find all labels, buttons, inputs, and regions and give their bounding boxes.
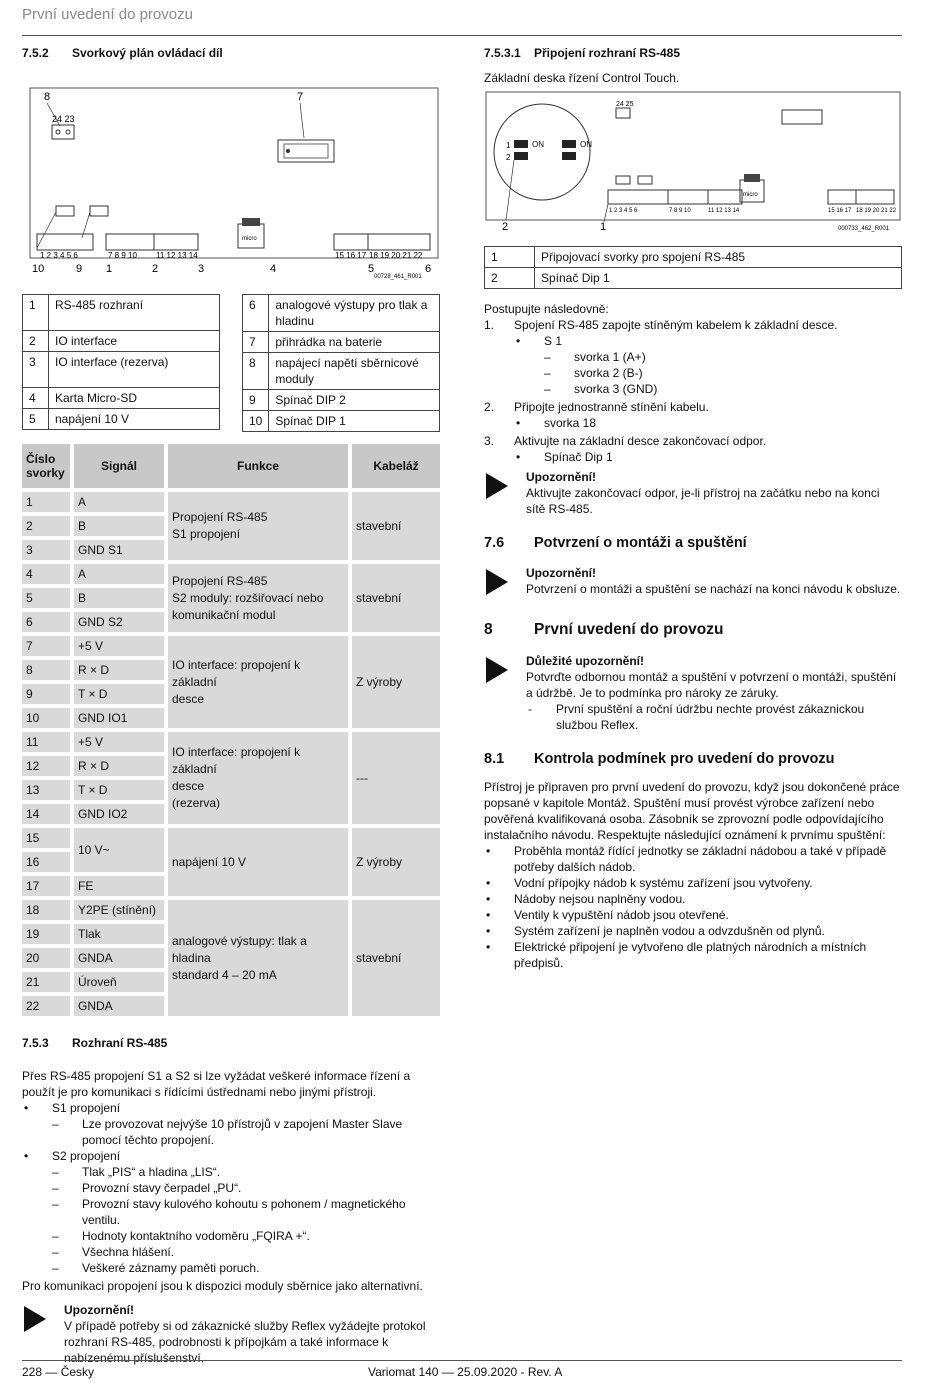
commissioning-intro: Přístroj je připraven pro první uvedení do provozu, když jsou dokončené práce popsané v kapitole Montáž. Spuštění musí provést výrobce zařízení nebo pověřená kvalifikovaná osoba. Zásobník se zprovozní podle odpovídajícího instalačního návodu. Respektujte následující oznámení k prvnímu spuštění:	[484, 780, 900, 842]
list-item: – Veškeré záznamy paměti poruch.	[22, 1260, 440, 1276]
pins-d: 15 16 17	[335, 251, 367, 260]
notice-rs485	[22, 1302, 440, 1366]
col-signal: Signál	[74, 444, 164, 488]
step-2: 2. Připojte jednostranně stínění kabelu.	[484, 400, 709, 414]
notice-text: V případě potřeby si od zákaznické služby Reflex vyžádejte protokol rozhraní RS-485, podrobnosti k přípojkám a také informace k nabízenému příslušenství.	[64, 1319, 426, 1365]
callout-9: 9	[76, 263, 83, 275]
list-item: • Proběhla montáž řídící jednotky se základní nádobou a také v případě potřeby dalších nádob.	[484, 843, 902, 875]
notice-termination	[484, 469, 902, 517]
pins-top: 24 23	[52, 114, 75, 124]
running-title: První uvedení do provozu	[22, 6, 193, 23]
notice-arrow-icon	[484, 471, 510, 501]
list-item: – svorka 3 (GND)	[484, 381, 902, 397]
section-7-5-2-heading	[22, 46, 440, 60]
row	[485, 247, 902, 268]
row	[23, 352, 220, 388]
table-cell: ---	[352, 732, 440, 824]
list-item: • Nádoby nejsou naplněny vodou.	[484, 891, 902, 907]
table-cell: 10	[243, 411, 269, 432]
callout-8: 8	[44, 91, 51, 103]
table-row	[22, 828, 440, 848]
table-cell: A	[74, 492, 164, 512]
row	[243, 353, 440, 390]
commissioning-conditions	[484, 843, 902, 971]
row	[23, 331, 220, 352]
table-cell: 13	[22, 780, 70, 800]
table-cell: 2	[485, 268, 535, 289]
row	[23, 388, 220, 409]
callout-3: 3	[198, 263, 205, 275]
procedure-steps	[484, 317, 902, 465]
list-item: • S2 propojení	[22, 1148, 440, 1164]
list-item: • svorka 18	[484, 415, 902, 431]
table-cell: GNDA	[74, 996, 164, 1016]
table-cell: +5 V	[74, 732, 164, 752]
table-cell: 2	[22, 516, 70, 536]
list-item: • Vodní přípojky nádob k systému zařízení jsou vytvořeny.	[484, 875, 902, 891]
table-cell: IO interface: propojení k základní desce	[168, 636, 348, 728]
pins-e: 18 19 20 21 22	[369, 251, 423, 260]
pins-b: 7 8 9 10	[108, 251, 137, 260]
diagram-ref: 000733_462_R001	[838, 226, 890, 232]
pins-b: 7 8 9 10	[669, 208, 691, 214]
table-cell: T × D	[74, 684, 164, 704]
control-touch-board-diagram	[484, 90, 902, 232]
col-function: Funkce	[168, 444, 348, 488]
legend-right-table	[242, 294, 440, 432]
table-cell: 1	[485, 247, 535, 268]
notice-arrow-icon	[484, 567, 510, 597]
section-7-5-3-heading	[22, 1036, 440, 1050]
table-cell: 5	[22, 588, 70, 608]
rs485-legend	[484, 246, 902, 289]
table-cell: napájení 10 V	[49, 409, 220, 430]
pins-top: 24 25	[616, 101, 634, 108]
section-number: 8.1	[484, 751, 505, 767]
pins-a: 1 2 3 4 5 6	[609, 208, 638, 214]
micro-sd-label: micro	[242, 236, 257, 242]
signal-table	[18, 440, 444, 1020]
table-cell: Propojení RS-485 S2 moduly: rozšiřovací nebo komunikační modul	[168, 564, 348, 632]
list-item: – Provozní stavy čerpadel „PU“.	[22, 1180, 440, 1196]
pins-a: 1 2 3 4 5 6	[40, 251, 78, 260]
pins-c: 11 12 13 14	[708, 208, 740, 214]
table-cell: 22	[22, 996, 70, 1016]
table-cell: IO interface	[49, 331, 220, 352]
notice-title: Důležité upozornění!	[526, 654, 644, 668]
callout-2: 2	[502, 221, 509, 233]
table-cell: B	[74, 588, 164, 608]
row	[22, 444, 440, 488]
table-cell: R × D	[74, 756, 164, 776]
table-cell: 14	[22, 804, 70, 824]
table-cell: 6	[22, 612, 70, 632]
notice-text: Potvrďte odbornou montáž a spuštění v potvrzení o montáži, spuštění a údržbě. Je to podmínka pro nároky ze záruky.	[526, 670, 897, 700]
table-cell: 8	[22, 660, 70, 680]
table-cell: analogové výstupy pro tlak a hladinu	[269, 295, 440, 332]
table-cell: stavební	[352, 900, 440, 1016]
table-row	[22, 492, 440, 512]
table-cell: 3	[23, 352, 49, 388]
table-cell: Propojení RS-485 S1 propojení	[168, 492, 348, 560]
terminal-plan-diagram	[22, 78, 440, 280]
callout-7: 7	[297, 91, 304, 103]
table-cell: 1	[22, 492, 70, 512]
step-1: 1. Spojení RS-485 zapojte stíněným kabelem k základní desce.	[484, 318, 838, 332]
table-cell: 10	[22, 708, 70, 728]
table-cell: Z výroby	[352, 636, 440, 728]
section-8-1-heading	[484, 751, 902, 767]
table-cell: B	[74, 516, 164, 536]
table-cell: 20	[22, 948, 70, 968]
table-cell: Připojovací svorky pro spojení RS-485	[535, 247, 902, 268]
rs485-outro: Pro komunikaci propojení jsou k dispozici moduly sběrnice jako alternativní.	[22, 1279, 423, 1293]
on-label-2: ON	[580, 140, 592, 149]
table-cell: IO interface (rezerva)	[49, 352, 220, 388]
table-cell: Tlak	[74, 924, 164, 944]
table-row	[22, 900, 440, 920]
row	[23, 295, 220, 331]
section-title: Potvrzení o montáži a spuštění	[534, 535, 747, 551]
table-cell: 12	[22, 756, 70, 776]
table-cell: 9	[22, 684, 70, 704]
table-cell: R × D	[74, 660, 164, 680]
procedure-intro: Postupujte následovně:	[484, 302, 609, 316]
section-7-5-3-1-heading	[484, 46, 902, 60]
table-cell: Z výroby	[352, 828, 440, 896]
section-number: 8	[484, 621, 493, 638]
table-cell: Spínač DIP 1	[269, 411, 440, 432]
notice-important	[484, 653, 902, 733]
table-cell: T × D	[74, 780, 164, 800]
table-cell: GNDA	[74, 948, 164, 968]
table-cell: IO interface: propojení k základní desce (rezerva)	[168, 732, 348, 824]
table-cell: napájení 10 V	[168, 828, 348, 896]
callout-4: 4	[270, 263, 277, 275]
row	[243, 295, 440, 332]
table-cell: 7	[22, 636, 70, 656]
notice-text: Potvrzení o montáži a spuštění se nachází na konci návodu k obsluze.	[526, 582, 901, 596]
legend-left-table	[22, 294, 220, 430]
table-cell: Spínač DIP 2	[269, 390, 440, 411]
table-cell: napájecí napětí sběrnicové moduly	[269, 353, 440, 390]
table-cell: FE	[74, 876, 164, 896]
table-cell: 18	[22, 900, 70, 920]
table-cell: 4	[23, 388, 49, 409]
list-item: – Všechna hlášení.	[22, 1244, 440, 1260]
table-cell: 7	[243, 332, 269, 353]
table-cell: 9	[243, 390, 269, 411]
notice-arrow-icon	[484, 655, 510, 685]
table-cell: Karta Micro-SD	[49, 388, 220, 409]
notice-arrow-icon	[22, 1304, 48, 1334]
table-cell: RS-485 rozhraní	[49, 295, 220, 331]
section-subtitle: Základní deska řízení Control Touch.	[484, 71, 680, 85]
rs485-intro: Přes RS-485 propojení S1 a S2 si lze vyžádat veškeré informace řízení a použít je pro komunikaci s řídícími ústřednami nebo jinými přístroji.	[22, 1069, 411, 1099]
callout-10: 10	[32, 263, 45, 275]
table-cell: Spínač Dip 1	[535, 268, 902, 289]
list-item: – Provozní stavy kulového kohoutu s pohonem / magnetického ventilu.	[22, 1196, 440, 1228]
list-item: • Spínač Dip 1	[484, 449, 902, 465]
table-row	[22, 636, 440, 656]
list-item: • S1 propojení	[22, 1100, 440, 1116]
callout-2: 2	[152, 263, 159, 275]
notice-dash-item: - První spuštění a roční údržbu nechte provést zákaznickou službou Reflex.	[526, 701, 902, 733]
diagram-ref: 00728_461_R001	[374, 274, 422, 280]
section-number: 7.5.3.1	[484, 46, 521, 60]
section-title: Svorkový plán ovládací díl	[72, 46, 223, 60]
notice-title: Upozornění!	[64, 1303, 134, 1317]
table-cell: 4	[22, 564, 70, 584]
table-cell: 1	[23, 295, 49, 331]
section-title: Připojení rozhraní RS-485	[534, 46, 681, 60]
list-item: – svorka 1 (A+)	[484, 349, 902, 365]
list-item: – svorka 2 (B-)	[484, 365, 902, 381]
row	[485, 268, 902, 289]
callout-6: 6	[425, 263, 432, 275]
row	[243, 332, 440, 353]
col-cabling: Kabeláž	[352, 444, 440, 488]
callout-5: 5	[368, 263, 375, 275]
list-item: – Lze provozovat nejvýše 10 přístrojů v zapojení Master Slave pomocí těchto propojení.	[22, 1116, 440, 1148]
pins-d: 15 16 17	[828, 208, 852, 214]
dip-1: 1	[506, 141, 511, 150]
list-item: • Elektrické připojení je vytvořeno dle platných národních a místních předpisů.	[484, 939, 902, 971]
dip-2: 2	[506, 153, 511, 162]
table-row	[22, 732, 440, 752]
section-8-heading	[484, 621, 902, 639]
section-number: 7.5.3	[22, 1036, 49, 1050]
table-cell: analogové výstupy: tlak a hladina standard 4 – 20 mA	[168, 900, 348, 1016]
table-cell: 16	[22, 852, 70, 872]
section-title: Kontrola podmínek pro uvedení do provozu	[534, 751, 835, 767]
callout-1: 1	[600, 221, 607, 233]
list-item: • Ventily k vypuštění nádob jsou otevřené.	[484, 907, 902, 923]
pins-e: 18 19 20 21 22	[856, 208, 897, 214]
table-row	[22, 564, 440, 584]
table-cell: GND IO1	[74, 708, 164, 728]
list-item: – Hodnoty kontaktního vodoměru „FQIRA +“.	[22, 1228, 440, 1244]
section-number: 7.6	[484, 535, 505, 551]
callout-1: 1	[106, 263, 113, 275]
table-cell: 15	[22, 828, 70, 848]
table-cell: 11	[22, 732, 70, 752]
list-item: – Tlak „PIS“ a hladina „LIS“.	[22, 1164, 440, 1180]
on-label-1: ON	[532, 140, 544, 149]
notice-confirmation	[484, 565, 902, 597]
table-cell: Y2PE (stínění)	[74, 900, 164, 920]
notice-text: Aktivujte zakončovací odpor, je-li přístroj na začátku nebo na konci sítě RS-485.	[526, 486, 880, 516]
section-7-6-heading	[484, 535, 902, 551]
section-title: První uvedení do provozu	[534, 621, 724, 638]
table-cell: 10 V~	[74, 828, 164, 872]
table-cell: stavební	[352, 564, 440, 632]
table-cell: 5	[23, 409, 49, 430]
table-cell: přihrádka na baterie	[269, 332, 440, 353]
table-cell: 6	[243, 295, 269, 332]
left-column	[22, 46, 440, 1366]
table-cell: stavební	[352, 492, 440, 560]
rs485-list	[22, 1100, 440, 1276]
table-cell: 19	[22, 924, 70, 944]
micro-sd-label: micro	[743, 192, 758, 198]
terminal-plan-legend	[22, 294, 440, 432]
row	[23, 409, 220, 430]
table-cell: 17	[22, 876, 70, 896]
table-cell: 2	[23, 331, 49, 352]
right-column	[484, 46, 902, 971]
table-cell: 8	[243, 353, 269, 390]
table-cell: GND S1	[74, 540, 164, 560]
notice-title: Upozornění!	[526, 470, 596, 484]
list-item: • S 1	[484, 333, 902, 349]
section-number: 7.5.2	[22, 46, 49, 60]
table-cell: 21	[22, 972, 70, 992]
row	[243, 411, 440, 432]
table-cell: +5 V	[74, 636, 164, 656]
document-id: Variomat 140 — 25.09.2020 - Rev. A	[368, 1365, 563, 1379]
list-item: • Systém zařízení je naplněn vodou a odvzdušněn od plynů.	[484, 923, 902, 939]
table-cell: GND S2	[74, 612, 164, 632]
page-footer	[22, 1360, 902, 1379]
col-terminal: Číslo svorky	[22, 444, 70, 488]
table-cell: Úroveň	[74, 972, 164, 992]
table-cell: GND IO2	[74, 804, 164, 824]
notice-title: Upozornění!	[526, 566, 596, 580]
page-number: 228 — Česky	[22, 1365, 95, 1379]
table-cell: A	[74, 564, 164, 584]
page-header	[22, 6, 902, 36]
table-cell: 3	[22, 540, 70, 560]
section-title: Rozhraní RS-485	[72, 1036, 168, 1050]
step-3: 3. Aktivujte na základní desce zakončovací odpor.	[484, 434, 767, 448]
pins-c: 11 12 13 14	[156, 251, 198, 260]
row	[243, 390, 440, 411]
